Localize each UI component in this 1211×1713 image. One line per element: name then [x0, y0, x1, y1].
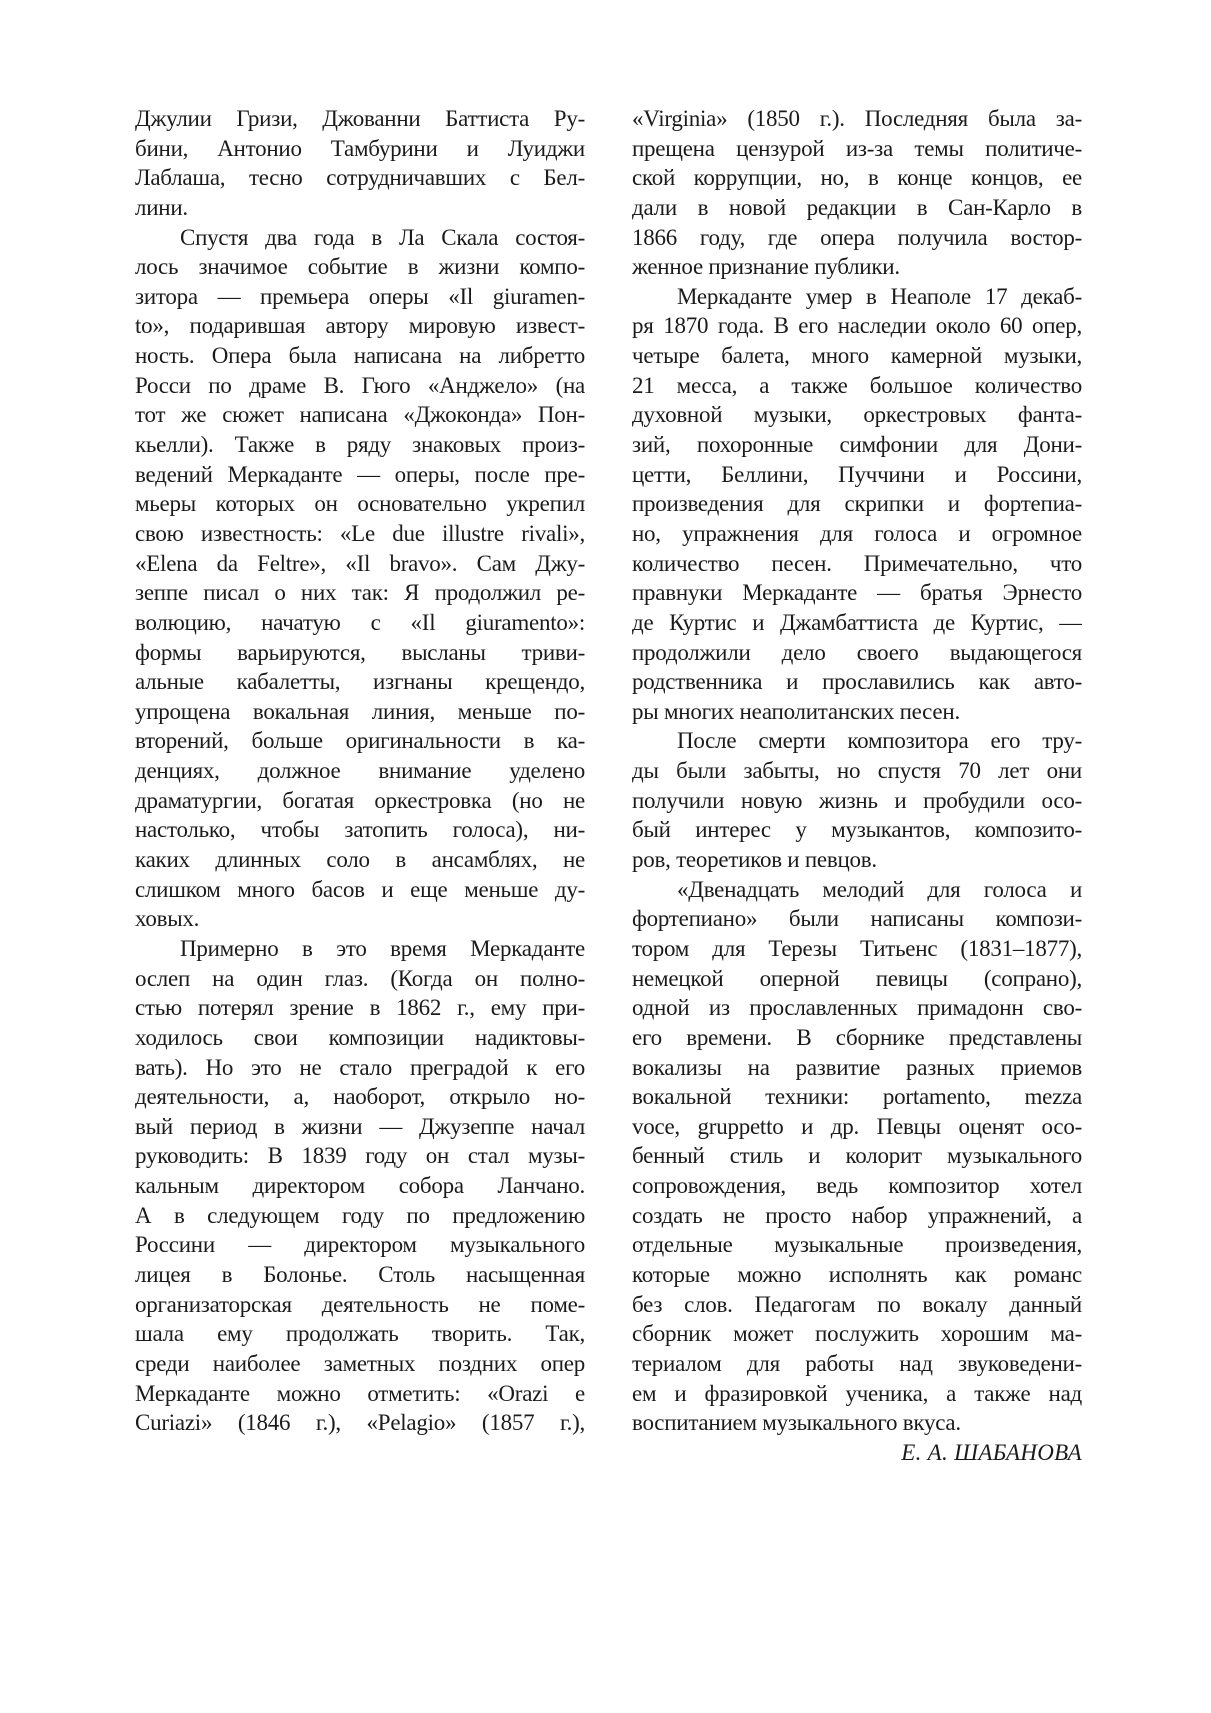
text-line: родственника и прославились как авто-: [632, 669, 1082, 695]
text-line: продолжили дело своего выдающегося: [632, 639, 1082, 665]
text-line: мьеры которых он основательно укрепил: [135, 491, 585, 517]
text-line: слишком много басов и еще меньше ду-: [135, 876, 585, 902]
text-line: териалом для работы над звуковедени-: [632, 1350, 1082, 1376]
text-line: Джулии Гризи, Джованни Баттиста Ру-: [135, 106, 585, 131]
text-line: voce, gruppetto и др. Певцы оценят осо-: [632, 1113, 1082, 1139]
text-line: to», подарившая автору мировую извест-: [135, 313, 585, 339]
text-line: зеппе писал о них так: Я продолжил ре-: [135, 580, 585, 606]
text-line: 21 месса, а также большое количество: [632, 372, 1082, 398]
author-signature: Е. А. ШАБАНОВА: [901, 1439, 1082, 1465]
text-line: ской коррупции, но, в конце концов, ее: [632, 165, 1082, 191]
text-line: ность. Опера была написана на либретто: [135, 343, 585, 369]
text-line: ды были забыты, но спустя 70 лет они: [632, 758, 1082, 784]
text-line: драматургии, богатая оркестровка (но не: [135, 787, 585, 813]
text-line: свою известность: «Le due illustre rivali»,: [135, 520, 585, 546]
text-line: фортепиано» были написаны компози-: [632, 906, 1082, 932]
text-line: Примерно в это время Меркаданте: [180, 935, 585, 961]
text-line: стью потерял зрение в 1862 г., ему при-: [135, 995, 585, 1021]
text-line: создать не просто набор упражнений, а: [632, 1202, 1082, 1228]
text-line: лини.: [135, 194, 188, 220]
text-line: воспитанием музыкального вкуса.: [632, 1410, 961, 1436]
text-line: шала ему продолжать творить. Так,: [135, 1321, 585, 1347]
text-column-left: [135, 104, 585, 1438]
text-line: Меркаданте можно отметить: «Orazi e: [135, 1380, 585, 1406]
text-line: получили новую жизнь и пробудили осо-: [632, 787, 1082, 813]
text-line: Меркаданте умер в Неаполе 17 декаб-: [677, 283, 1082, 309]
text-line: ходилось свои композиции надиктовы-: [135, 1024, 585, 1050]
text-line: «Двенадцать мелодий для голоса и: [677, 876, 1082, 902]
text-line: прещена цензурой из-за темы политиче-: [632, 135, 1082, 161]
text-line: ем и фразировкой ученика, а также над: [632, 1380, 1082, 1406]
text-line: 1866 году, где опера получила востор-: [632, 224, 1082, 250]
text-line: кьелли). Также в ряду знаковых произ-: [135, 432, 585, 458]
text-line: бый интерес у музыкантов, композито-: [632, 817, 1082, 843]
text-line: сборник может послужить хорошим ма-: [632, 1321, 1082, 1347]
text-line: которые можно исполнять как романс: [632, 1261, 1082, 1287]
text-line: четыре балета, много камерной музыки,: [632, 343, 1082, 369]
text-line: ховых.: [135, 906, 200, 932]
text-line: Россини — директором музыкального: [135, 1232, 585, 1258]
text-line: упрощена вокальная линия, меньше по-: [135, 698, 585, 724]
text-line: ослеп на один глаз. (Когда он полно-: [135, 965, 585, 991]
text-line: тором для Терезы Титьенс (1831–1877),: [632, 935, 1082, 961]
text-line: вокализы на развитие разных приемов: [632, 1054, 1082, 1080]
text-line: вокальной техники: portamento, mezza: [632, 1084, 1082, 1110]
text-line: настолько, чтобы затопить голоса), ни-: [135, 817, 585, 843]
text-line: лось значимое событие в жизни компо-: [135, 254, 585, 280]
text-line: ря 1870 года. В его наследии около 60 опер,: [632, 313, 1082, 339]
text-line: зитора — премьера оперы «Il giuramen-: [135, 283, 585, 309]
text-line: «Elena da Feltre», «Il bravo». Сам Джу-: [135, 550, 585, 576]
text-line: зий, похоронные симфонии для Дони-: [632, 432, 1082, 458]
text-line: де Куртис и Джамбаттиста де Куртис, —: [632, 609, 1082, 635]
text-line: произведения для скрипки и фортепиа-: [632, 491, 1082, 517]
text-line: ры многих неаполитанских песен.: [632, 698, 960, 724]
text-line: но, упражнения для голоса и огромное: [632, 520, 1082, 546]
text-line: одной из прославленных примадонн сво-: [632, 995, 1082, 1021]
text-line: лицея в Болонье. Столь насыщенная: [135, 1261, 585, 1287]
text-line: ров, теоретиков и певцов.: [632, 847, 877, 873]
text-line: вторений, больше оригинальности в ка-: [135, 728, 585, 754]
text-line: деятельности, а, наоборот, открыло но-: [135, 1084, 585, 1110]
text-line: без слов. Педагогам по вокалу данный: [632, 1291, 1082, 1317]
text-line: А в следующем году по предложению: [135, 1202, 585, 1228]
text-line: тот же сюжет написана «Джоконда» Пон-: [135, 402, 585, 428]
text-line: «Virginia» (1850 г.). Последняя была за-: [632, 106, 1082, 131]
text-line: немецкой оперной певицы (сопрано),: [632, 965, 1082, 991]
text-line: кальным директором собора Ланчано.: [135, 1173, 585, 1199]
text-line: его времени. В сборнике представлены: [632, 1024, 1082, 1050]
text-line: вый период в жизни — Джузеппе начал: [135, 1113, 585, 1139]
text-line: ведений Меркаданте — оперы, после пре-: [135, 461, 585, 487]
text-line: Спустя два года в Ла Скала состоя-: [180, 224, 585, 250]
text-line: среди наиболее заметных поздних опер: [135, 1350, 585, 1376]
text-line: цетти, Беллини, Пуччини и Россини,: [632, 461, 1082, 487]
text-line: женное признание публики.: [632, 254, 900, 280]
text-column-right: [632, 104, 1082, 1467]
text-line: бини, Антонио Тамбурини и Луиджи: [135, 135, 585, 161]
text-line: После смерти композитора его тру-: [677, 728, 1082, 754]
text-line: каких длинных соло в ансамблях, не: [135, 847, 585, 873]
text-line: духовной музыки, оркестровых фанта-: [632, 402, 1082, 428]
text-line: количество песен. Примечательно, что: [632, 550, 1082, 576]
text-line: денциях, должное внимание уделено: [135, 758, 585, 784]
text-line: сопровождения, ведь композитор хотел: [632, 1173, 1082, 1199]
text-line: формы варьируются, высланы триви-: [135, 639, 585, 665]
text-line: Curiazi» (1846 г.), «Pelagio» (1857 г.),: [135, 1410, 585, 1436]
text-line: организаторская деятельность не поме-: [135, 1291, 585, 1317]
text-line: дали в новой редакции в Сан-Карло в: [632, 194, 1082, 220]
text-line: волюцию, начатую с «Il giuramento»:: [135, 609, 585, 635]
text-line: Росси по драме В. Гюго «Анджело» (на: [135, 372, 585, 398]
text-line: вать). Но это не стало преградой к его: [135, 1054, 585, 1080]
text-line: альные кабалетты, изгнаны крещендо,: [135, 669, 585, 695]
text-line: бенный стиль и колорит музыкального: [632, 1143, 1082, 1169]
text-line: отдельные музыкальные произведения,: [632, 1232, 1082, 1258]
text-line: правнуки Меркаданте — братья Эрнесто: [632, 580, 1082, 606]
text-line: Лаблаша, тесно сотрудничавших с Бел-: [135, 165, 585, 191]
text-line: руководить: В 1839 году он стал музы-: [135, 1143, 585, 1169]
